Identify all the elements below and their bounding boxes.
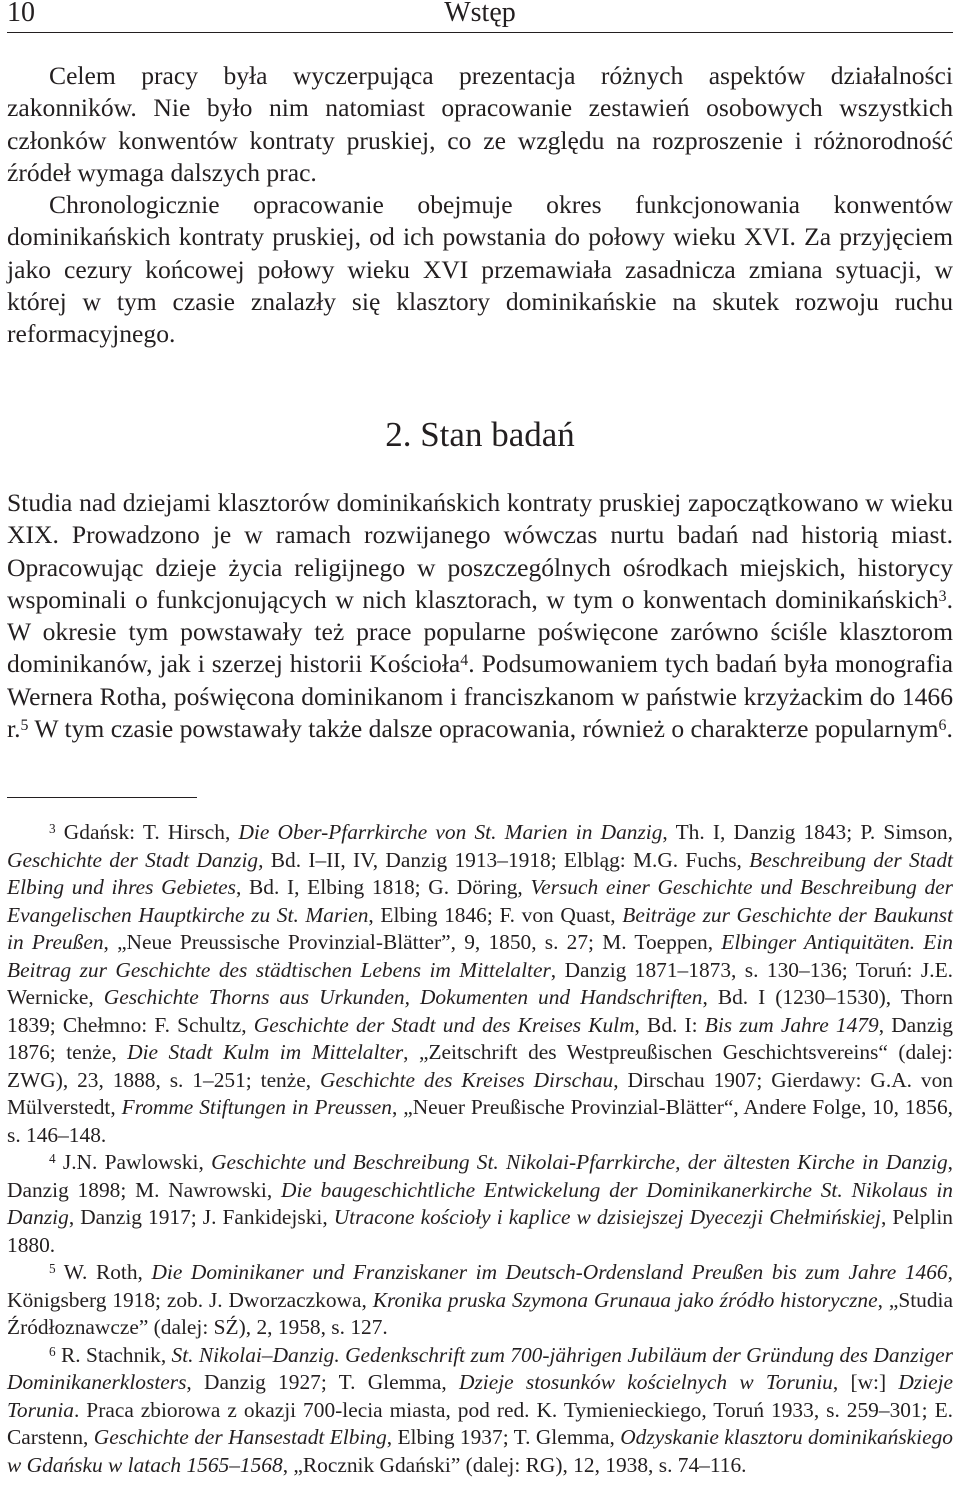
footnote-marker: 4 [49,1151,56,1167]
footnote-text: , Elbing 1846; F. von Quast, [368,902,623,927]
footnote-title: Beschreibung der Stadt Elbing und ihres Gebietes [7,847,953,899]
paragraph-text: . W okresie tym powstawały też prace popularne poświęcone zarówno ściśle klasztorom dominikanów, jak i szerzej historii Kościoła [7,584,953,679]
footnote-6 [7,1342,953,1480]
footnote-text: , Danzig 1927; T. Glemma, [186,1370,459,1394]
footnote-title: Die Dominikaner und Franziskaner im Deutsch-Ordensland Preußen bis zum Jahre 1466 [151,1260,948,1284]
footnote-title: Geschichte des Kreises Dirschau [320,1067,614,1092]
footnote-title: Geschichte der Hansestadt Elbing [93,1425,387,1449]
footnote-text: , „Rocznik Gdański” (dalej: RG), 12, 1938, s. 74–116. [282,1452,747,1477]
section-heading-wrap [7,415,953,465]
footnote-text: , Danzig 1876; tenże, [7,1012,953,1064]
footnote-text: , Pelplin 1880. [7,1205,953,1257]
footnote-title: Elbinger Antiquitäten. Ein Beitrag zur Geschichte des städtischen Lebens im Mittelalter [7,930,953,982]
footnote-title: Odzyskanie klasztoru dominikańskiego w Gdańsku w latach 1565–1568 [7,1425,953,1477]
page-number: 10 [7,0,35,28]
footnote-3 [7,819,953,1149]
paragraph-text: W tym czasie powstawały także dalsze opracowania, również o charakterze popularnym [28,714,939,744]
footnote-text: , Bd. I (1230–1530), Thorn 1839; Chełmno: F. Schultz, [7,985,953,1037]
footnote-title: Die Ober-Pfarrkirche von St. Marien in Danzig [238,820,663,844]
footnote-text: , „Studia Źródłoznawcze” (dalej: SŹ), 2, 1958, s. 127. [7,1287,953,1339]
footnote-title: Die baugeschichtliche Entwickelung der Dominikanerkirche St. Nikolaus in Danzig [7,1177,954,1229]
paragraph: Chronologicznie opracowanie obejmuje okres funkcjonowania konwentów dominikańskich kontraty pruskiej, od ich powstania do połowy wieku XVI. Za przyjęciem jako cezury końcowej połowy wieku XVI przemawiała zasadnicza zmiana sytuacji, w której w tym czasie znalazły się klasztory dominikańskie na skutek rozwoju ruchu reformacyjnego. [7,190,953,349]
footnote-text: , Th. I, Danzig 1843; P. Simson, [662,820,953,844]
footnote-text: J.N. Pawlowski, [55,1150,212,1174]
footnote-marker: 3 [49,821,56,837]
footnote-ref[interactable]: 6 [938,716,947,734]
running-head: Wstęp [444,0,516,28]
footnote-title: Kronika pruska Szymona Grunaua jako źródło historyczne [372,1287,878,1312]
footnote-text: , Bd. I: [634,1012,705,1037]
footnote-text: , Danzig 1898; M. Nawrowski, [7,1150,954,1202]
footnote-separator [7,797,197,798]
footnote-title: Bis zum Jahre 1479 [704,1012,879,1037]
footnotes [7,819,953,1479]
footnote-text: , Königsberg 1918; zob. J. Dworzaczkowa, [7,1260,953,1312]
footnote-text: , „Neue Preussische Provinzial-Blätter”, 9, 1850, s. 27; M. Toeppen, [103,930,722,954]
footnote-marker: 6 [49,1343,56,1359]
footnote-4 [7,1149,953,1259]
footnote-text: . Praca zbiorowa z okazji 700-lecia miasta, pod red. K. Tymienieckiego, Toruń 1933, s. 259–301; E. Carstenn, [7,1397,953,1449]
section-body [7,487,953,745]
footnote-text: Gdańsk: T. Hirsch, [55,820,239,844]
section-title: 2. Stan badań [385,415,575,454]
footnote-text: , Bd. I, Elbing 1818; G. Döring, [236,875,531,899]
footnote-ref[interactable]: 4 [460,652,469,670]
footnote-5 [7,1259,953,1342]
paragraph-text: . [946,714,953,744]
footnote-title: Geschichte Thorns aus Urkunden, Dokumenten und Handschriften [103,985,703,1009]
paragraph-text: . Podsumowaniem tych badań była monografia Wernera Rotha, poświęcona dominikanom i franciszkanom w państwie krzyżackim do 1466 r. [7,649,953,744]
footnote-title: Geschichte der Stadt Danzig, [7,847,264,872]
footnote-text: , „Zeitschrift des Westpreußischen Geschichtsvereins“ (dalej: ZWG), 23, 1888, s. 1–251; tenże, [7,1040,953,1092]
paragraph: Celem pracy była wyczerpująca prezentacja różnych aspektów działalności zakonników. Nie było nim natomiast opracowanie zestawień osobowych wszystkich członków konwentów kontraty pruskiej, co ze względu na rozproszenie i różnorodność źródeł wymaga dalszych prac. [7,61,953,187]
footnote-title: Versuch einer Geschichte und Beschreibung der Evangelischen Hauptkirche zu St. Marien [7,875,953,927]
footnote-title: Fromme Stiftungen in Preussen [121,1095,392,1119]
footnote-text: W. Roth, [55,1260,152,1284]
footnote-text: , Danzig 1871–1873, s. 130–136; Toruń: J.E. Wernicke, [7,957,954,1009]
footnote-ref[interactable]: 5 [20,716,29,734]
footnote-title: St. Nikolai–Danzig. Gedenkschrift zum 700-jährigen Jubiläum der Gründung des Danziger Dominikanerklosters [7,1342,953,1394]
footnote-text: Bd. I–II, IV, Danzig 1913–1918; Elbląg: M.G. Fuchs, [263,847,750,872]
footnote-title: Geschichte und Beschreibung St. Nikolai-Pfarrkirche, der ältesten Kirche in Danzig [211,1150,948,1174]
footnote-title: Dzieje stosunków kościelnych w Toruniu [459,1370,833,1394]
footnote-text: , Dirschau 1907; Gierdawy: G.A. von Mülverstedt, [7,1067,953,1119]
paragraph-text: Studia nad dziejami klasztorów dominikańskich kontraty pruskiej zapoczątkowano w wieku XIX. Prowadzono je w ramach rozwijanego wówczas nurtu badań nad historią miast. Opracowując dzieje życia religijnego w poszczególnych ośrodkach miejskich, historycy wspominali o funkcjonujących w nich klasztorach, w tym o konwentach dominikańskich [7,488,953,614]
footnote-title: Dzieje Torunia [7,1370,954,1422]
intro-text [7,60,953,351]
footnote-title: Geschichte der Stadt und des Kreises Kulm [253,1012,635,1037]
footnote-title: Beiträge zur Geschichte der Baukunst in Preußen [7,902,953,954]
footnote-text: , Danzig 1917; J. Fankidejski, [68,1205,334,1229]
footnote-title: Die Stadt Kulm im Mittelalter [127,1040,404,1064]
footnote-text: , [w:] [832,1370,899,1394]
footnote-ref[interactable]: 3 [938,587,947,605]
footnote-text: , Elbing 1937; T. Glemma, [386,1425,621,1449]
footnote-marker: 5 [49,1261,56,1277]
footnote-text: , „Neuer Preußische Provinzial-Blätter“, Andere Folge, 10, 1856, s. 146–148. [7,1095,953,1147]
page-header [7,0,953,33]
paragraph [7,487,953,745]
footnote-text: R. Stachnik, [55,1342,172,1367]
footnote-title: Utracone kościoły i kaplice w dzisiejszej Dyecezji Chełmińskiej [333,1205,881,1229]
